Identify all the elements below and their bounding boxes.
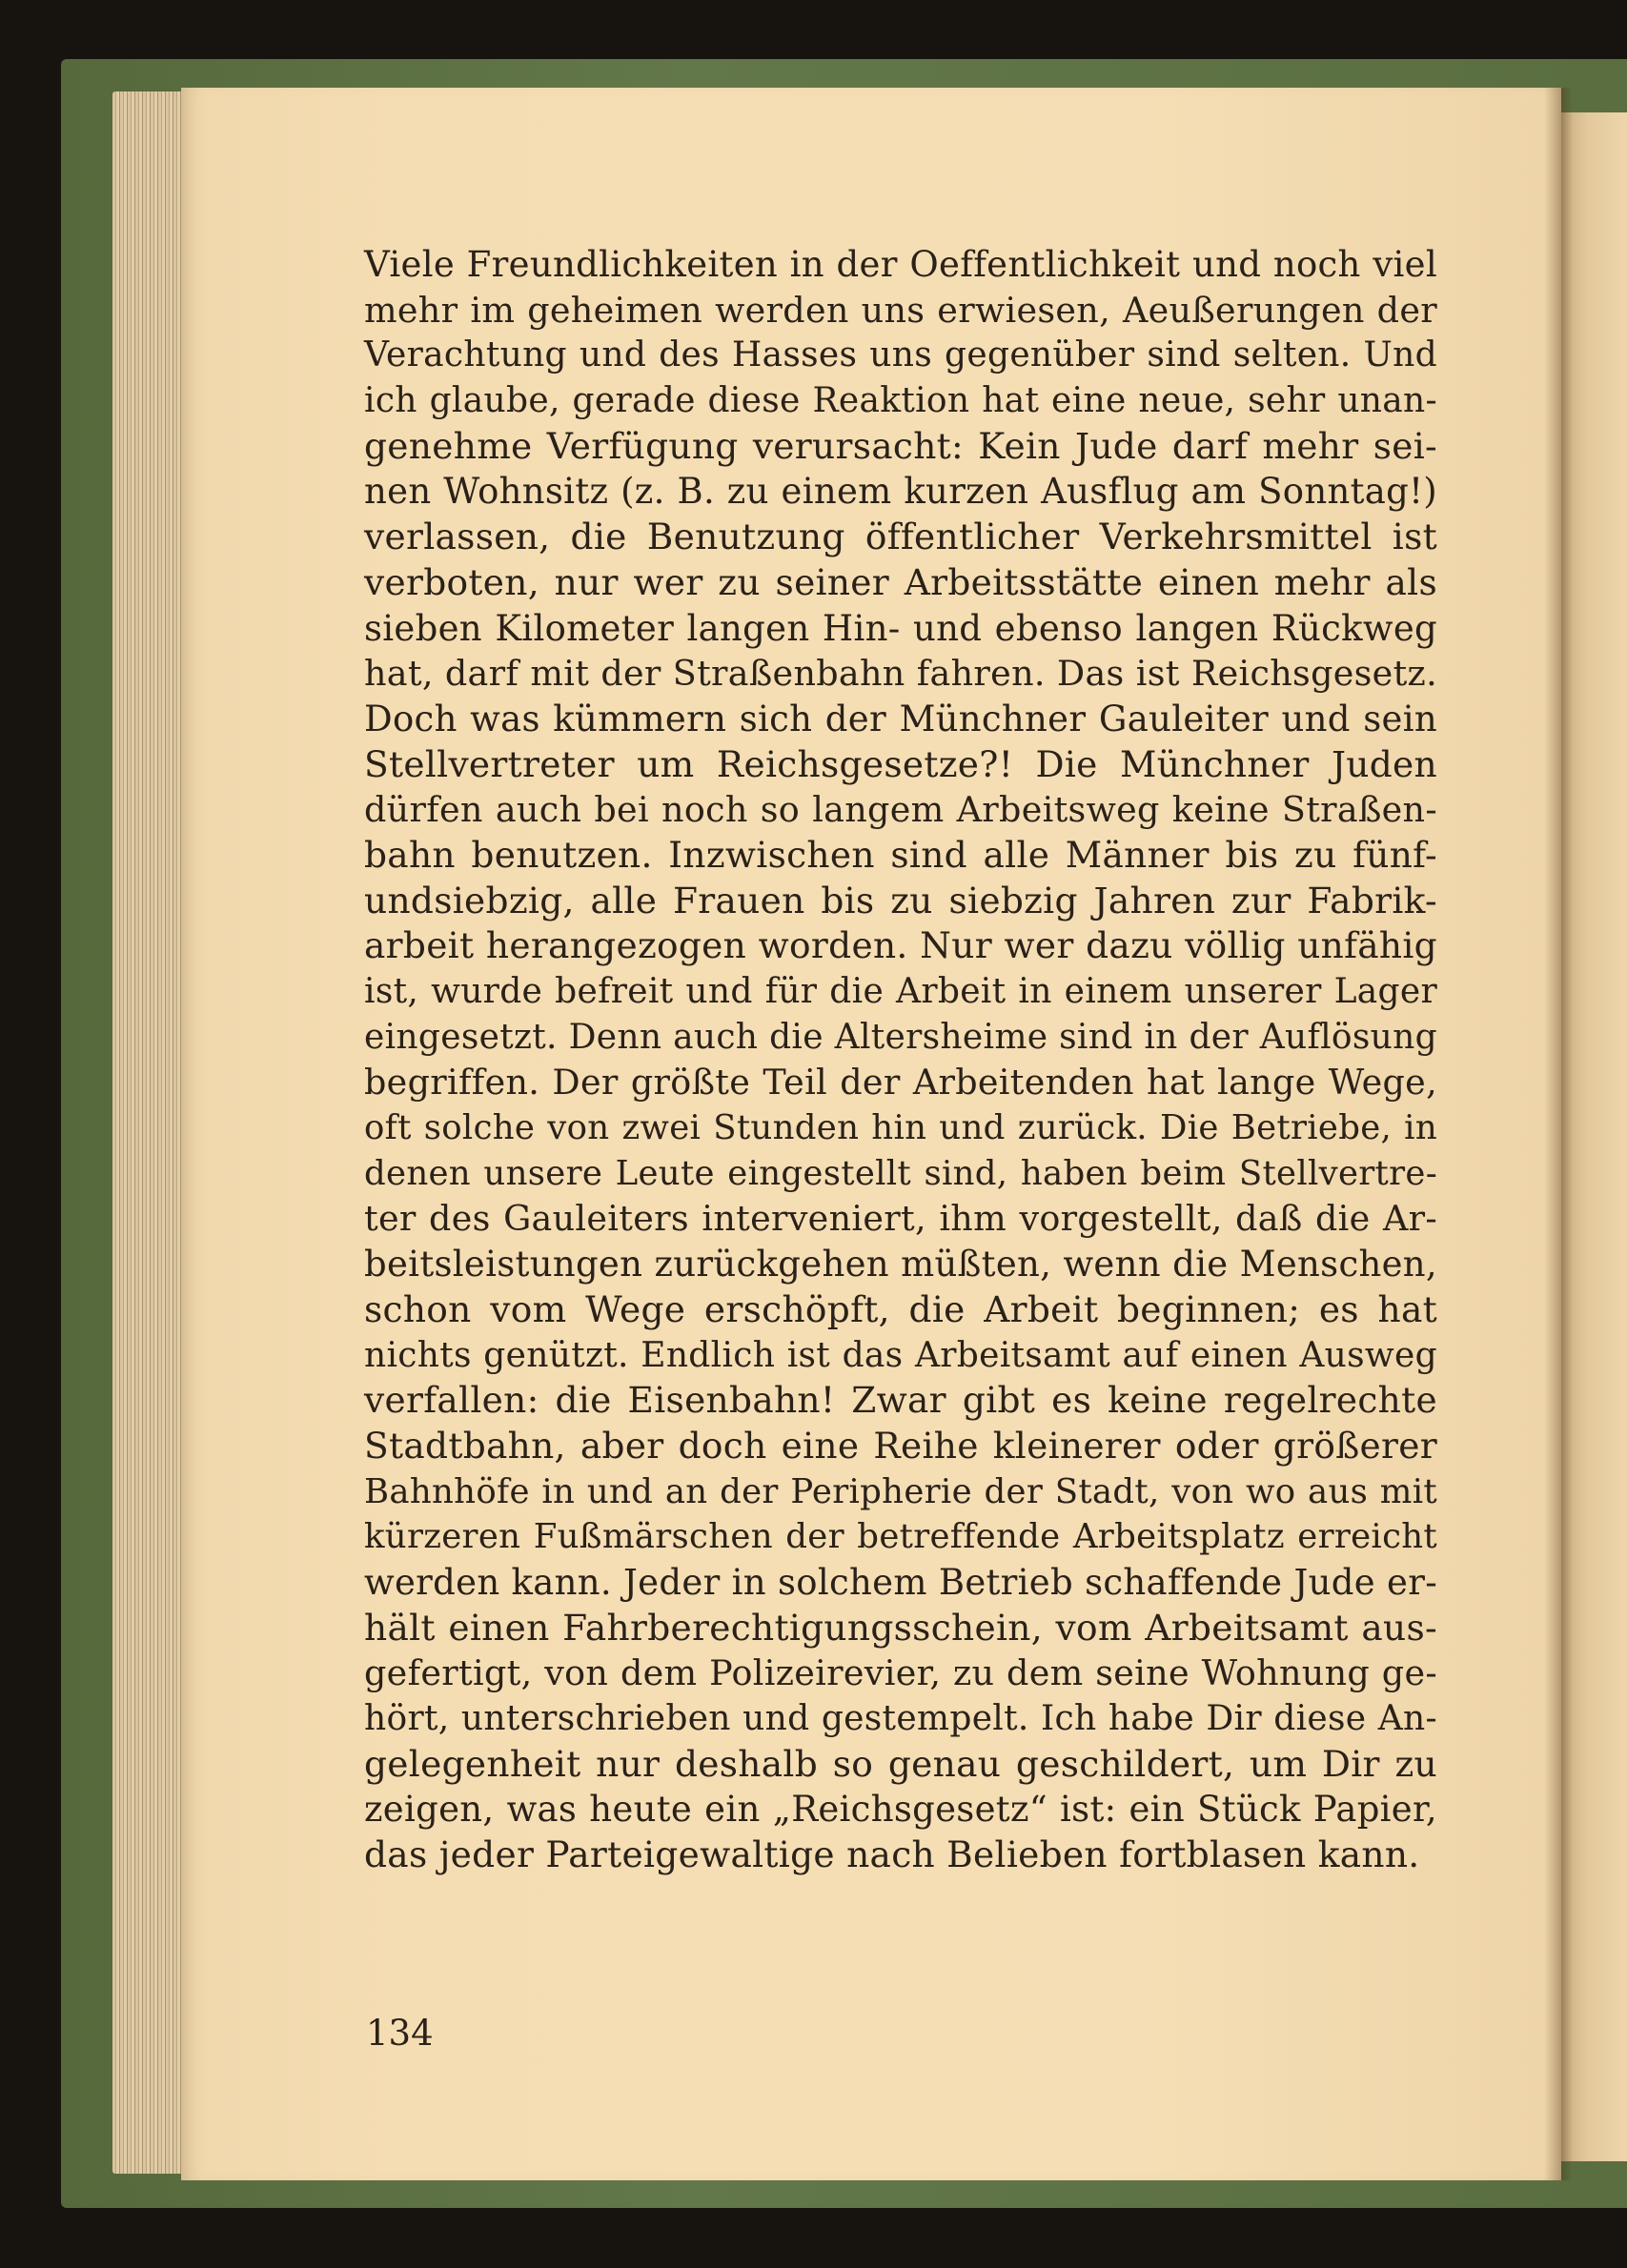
text-line: arbeit herangezogen worden. Nur wer dazu völlig unfähig [364, 924, 1437, 967]
text-line: ter des Gauleiters interveniert, ihm vorgestellt, daß die Ar- [364, 1198, 1437, 1240]
text-line: gelegenheit nur deshalb so genau geschildert, um Dir zu [364, 1742, 1437, 1785]
text-line: Bahnhöfe in und an der Peripherie der Stadt, von wo aus mit [364, 1471, 1437, 1511]
text-line: gefertigt, von dem Polizeirevier, zu dem seine Wohnung ge- [364, 1652, 1437, 1694]
text-line: schon vom Wege erschöpft, die Arbeit beginnen; es hat [364, 1287, 1437, 1330]
text-line: werden kann. Jeder in solchem Betrieb schaffende Jude er- [364, 1561, 1437, 1603]
page-gutter [1544, 88, 1573, 2180]
text-line: Stadtbahn, aber doch eine Reihe kleinerer oder größerer [364, 1424, 1437, 1467]
text-line: nen Wohnsitz (z. B. zu einem kurzen Ausflug am Sonntag!) [364, 471, 1437, 513]
text-line: bahn benutzen. Inzwischen sind alle Männer bis zu fünf- [364, 833, 1437, 876]
text-line: Verachtung und des Hasses uns gegenüber sind selten. Und [364, 335, 1437, 375]
text-line: oft solche von zwei Stunden hin und zurück. Die Betriebe, in [364, 1108, 1437, 1148]
text-line: hält einen Fahrberechtigungsschein, vom Arbeitsamt aus- [364, 1606, 1437, 1649]
text-line: undsiebzig, alle Frauen bis zu siebzig Jahren zur Fabrik- [364, 879, 1437, 921]
text-line: denen unsere Leute eingestellt sind, haben beim Stellvertre- [364, 1153, 1437, 1193]
text-line: ist, wurde befreit und für die Arbeit in einem unserer Lager [364, 972, 1437, 1011]
text-line: Stellvertreter um Reichsgesetze?! Die Münchner Juden [364, 742, 1437, 785]
text-line: nichts genützt. Endlich ist das Arbeitsamt auf einen Ausweg [364, 1335, 1437, 1375]
text-line: hört, unterschrieben und gestempelt. Ich habe Dir diese An- [364, 1699, 1437, 1738]
page-number: 134 [366, 2013, 434, 2054]
text-line: Viele Freundlichkeiten in der Oeffentlichkeit und noch viel [364, 244, 1437, 285]
text-line: zeigen, was heute ein „Reichsgesetz“ ist: ein Stück Papier, [364, 1789, 1437, 1831]
text-line: dürfen auch bei noch so langem Arbeitsweg keine Straßen- [364, 789, 1437, 831]
text-line: hat, darf mit der Straßenbahn fahren. Das ist Reichsgesetz. [364, 653, 1437, 695]
text-line: mehr im geheimen werden uns erwiesen, Aeußerungen der [364, 289, 1437, 331]
text-line: begriffen. Der größte Teil der Arbeitenden hat lange Wege, [364, 1062, 1437, 1104]
text-line: verlassen, die Benutzung öffentlicher Verkehrsmittel ist [364, 516, 1437, 558]
text-line: sieben Kilometer langen Hin- und ebenso langen Rückweg [364, 607, 1437, 649]
text-line: verboten, nur wer zu seiner Arbeitsstätte einen mehr als [364, 560, 1437, 603]
body-text [364, 242, 1437, 1878]
text-line: Doch was kümmern sich der Münchner Gauleiter und sein [364, 698, 1437, 739]
text-line: verfallen: die Eisenbahn! Zwar gibt es keine regelrechte [364, 1379, 1437, 1422]
text-line: kürzeren Fußmärschen der betreffende Arbeitsplatz erreicht [364, 1517, 1437, 1557]
text-line: genehme Verfügung verursacht: Kein Jude darf mehr sei- [364, 424, 1437, 467]
text-line: beitsleistungen zurückgehen müßten, wenn die Menschen, [364, 1244, 1437, 1286]
text-line: eingesetzt. Denn auch die Altersheime sind in der Auflösung [364, 1017, 1437, 1057]
text-line: das jeder Parteigewaltige nach Belieben fortblasen kann. [364, 1833, 1420, 1876]
text-line: ich glaube, gerade diese Reaktion hat eine neue, sehr unan- [364, 381, 1437, 421]
page-edges [112, 91, 187, 2174]
